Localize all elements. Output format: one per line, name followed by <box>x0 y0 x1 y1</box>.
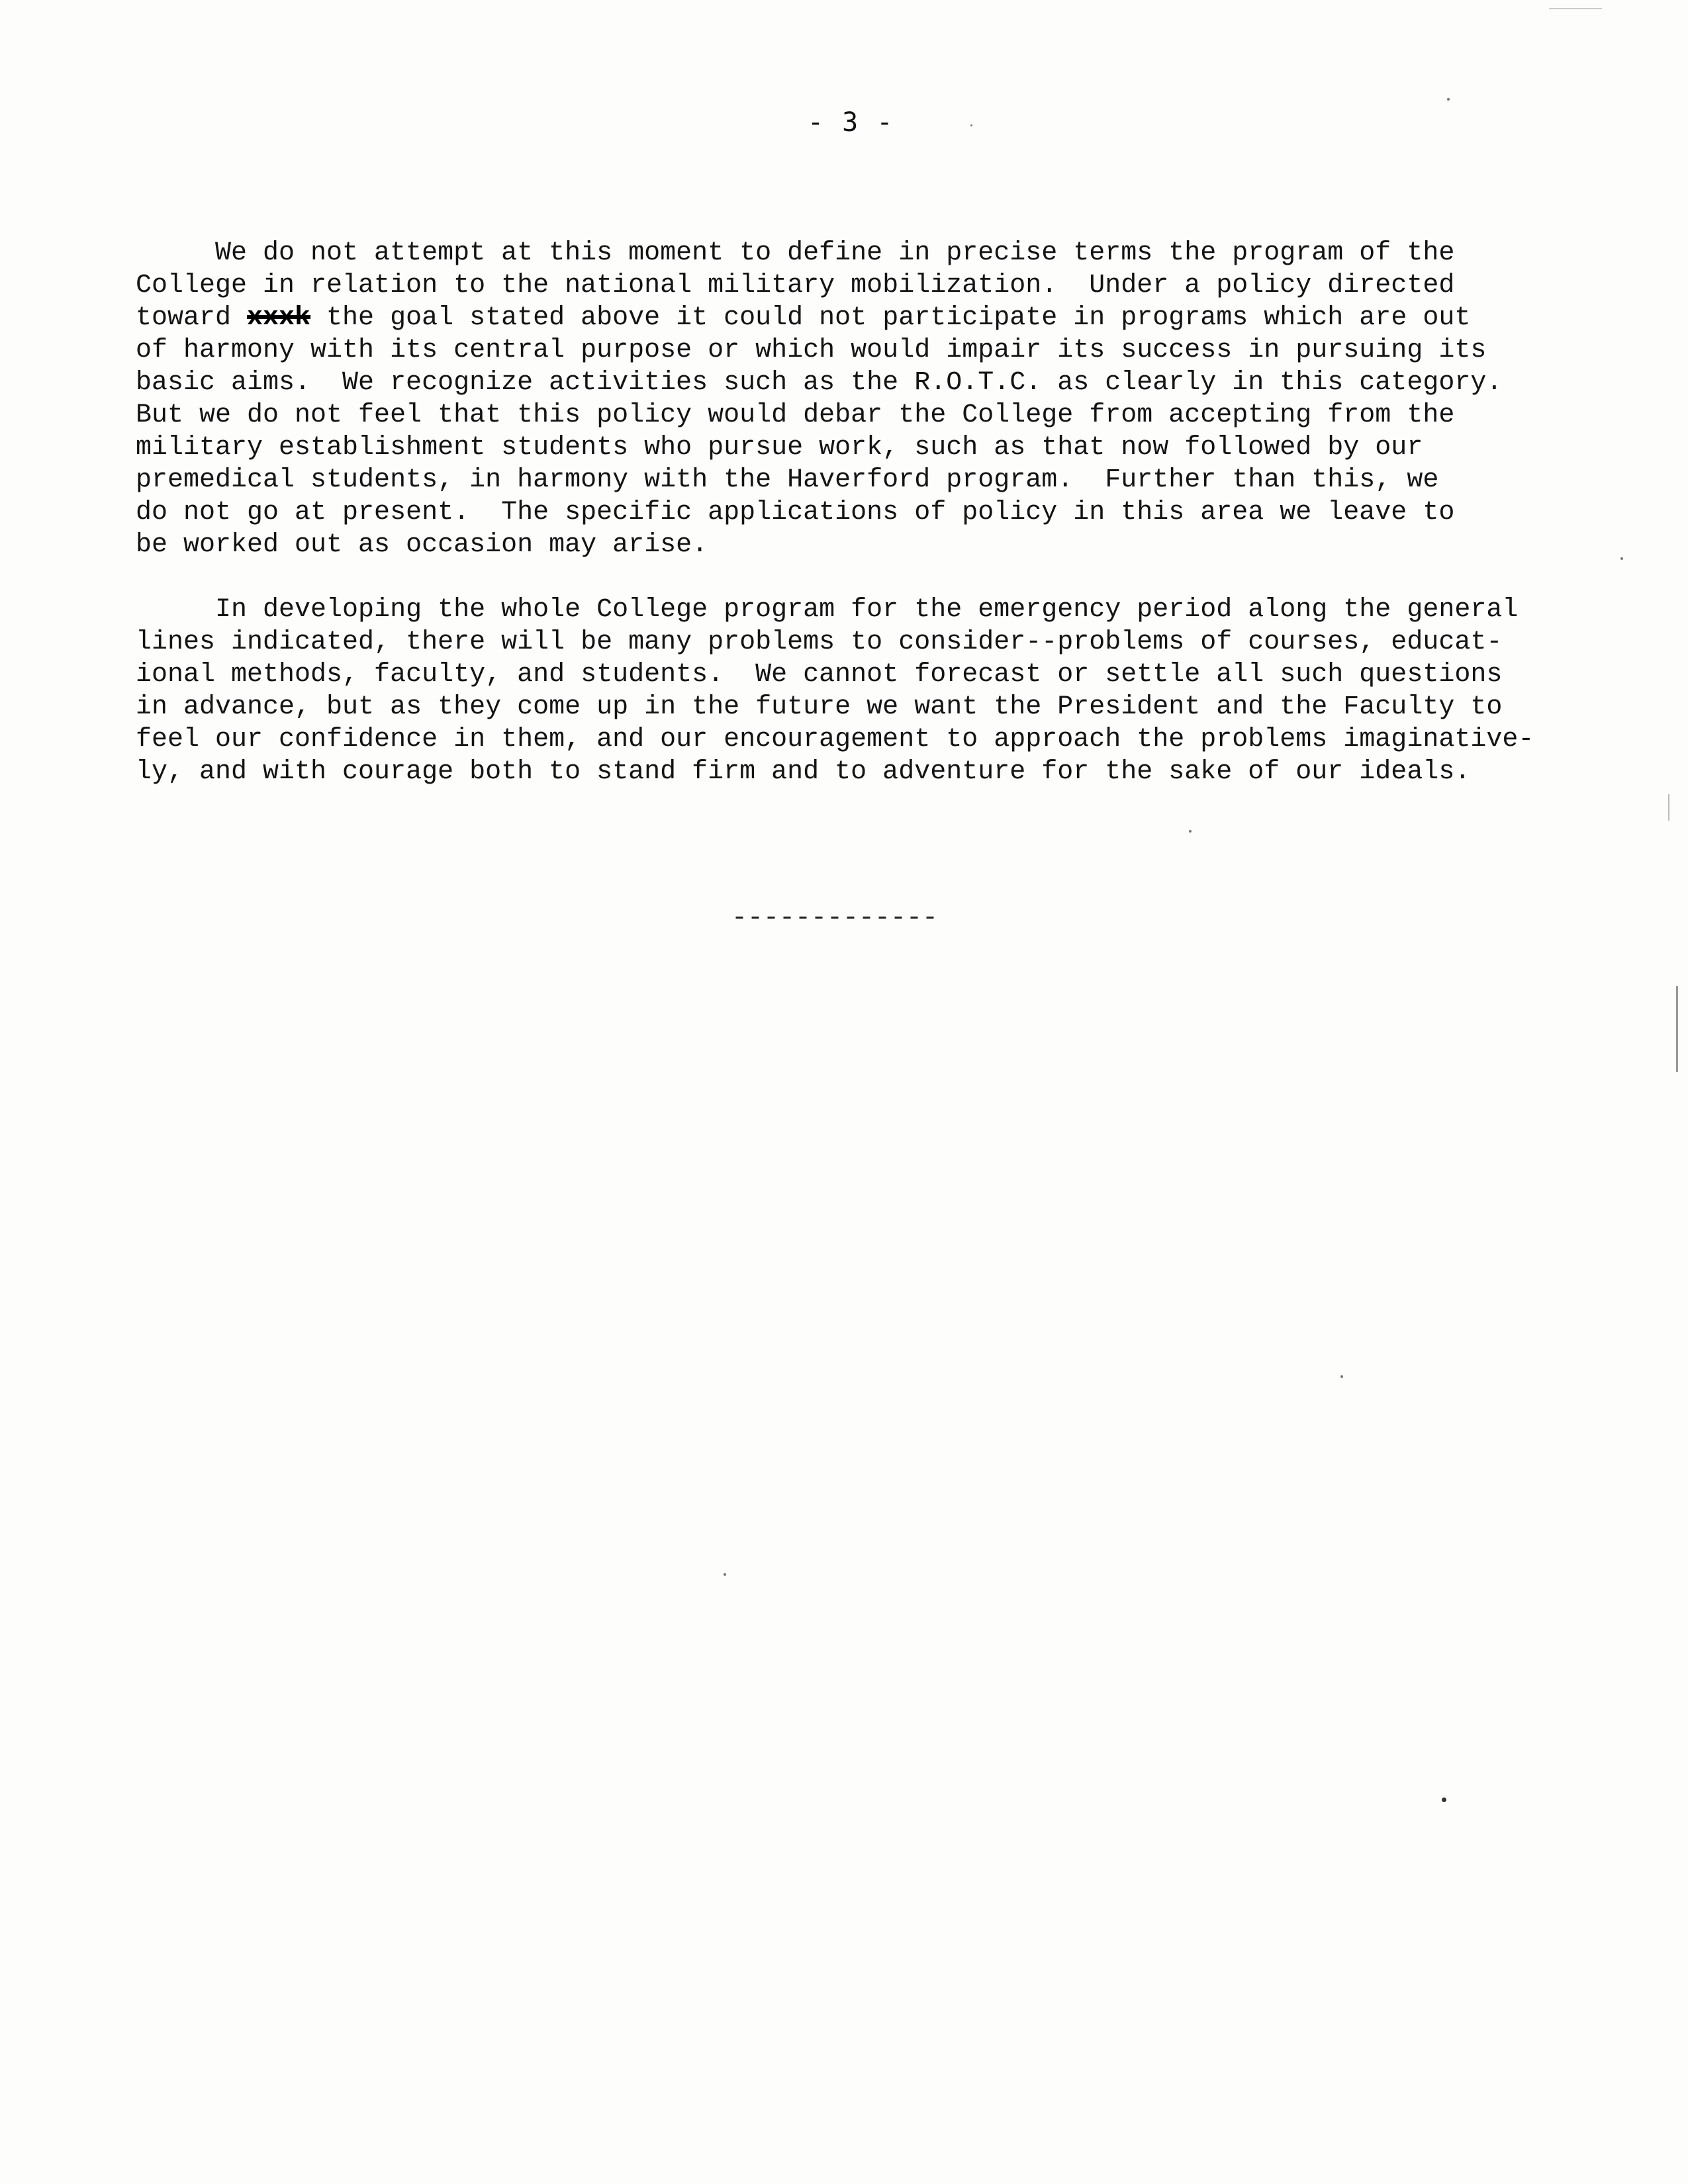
scan-speck <box>1340 1375 1343 1378</box>
scan-edge-mark <box>1549 8 1602 9</box>
body-text <box>136 237 1534 821</box>
text-line <box>136 302 1534 334</box>
paragraph-1 <box>136 237 1534 561</box>
text-line: in advance, but as they come up in the future we want the President and the Faculty to <box>136 692 1503 722</box>
scan-speck <box>970 124 972 126</box>
text-line: ional methods, faculty, and students. We cannot forecast or settle all such questions <box>136 660 1503 690</box>
struck-out-word: xxxk <box>247 303 311 333</box>
scan-speck <box>724 1573 726 1576</box>
text-line: lines indicated, there will be many problems to consider--problems of courses, educat- <box>136 627 1503 657</box>
scan-speck <box>1447 98 1450 101</box>
text-segment: toward <box>136 303 248 333</box>
scan-speck <box>1442 1797 1446 1802</box>
scan-speck <box>1189 830 1192 833</box>
text-line: ly, and with courage both to stand firm and to adventure for the sake of our ideals. <box>136 757 1471 787</box>
text-line: feel our confidence in them, and our encouragement to approach the problems imaginative- <box>136 725 1534 754</box>
text-line: be worked out as occasion may arise. <box>136 530 708 560</box>
scan-edge-mark <box>1668 794 1669 821</box>
text-line: But we do not feel that this policy would debar the College from accepting from the <box>136 400 1455 430</box>
scan-edge-mark <box>1676 986 1678 1072</box>
text-segment: the goal stated above it could not participate in programs which are out <box>310 303 1471 333</box>
section-divider: ------------- <box>731 903 939 933</box>
text-line: basic aims. We recognize activities such as the R.O.T.C. as clearly in this category. <box>136 368 1503 398</box>
text-line: College in relation to the national military mobilization. Under a policy directed <box>136 271 1455 300</box>
text-line: do not go at present. The specific applications of policy in this area we leave to <box>136 498 1455 527</box>
page-number: - 3 - <box>808 107 894 138</box>
scan-speck <box>1620 557 1623 560</box>
text-line: premedical students, in harmony with the Haverford program. Further than this, we <box>136 465 1439 495</box>
text-line: In developing the whole College program for the emergency period along the general <box>136 595 1519 625</box>
paragraph-2 <box>136 594 1534 788</box>
text-line: military establishment students who pursue work, such as that now followed by our <box>136 433 1423 463</box>
text-line: We do not attempt at this moment to define in precise terms the program of the <box>136 238 1455 268</box>
text-line: of harmony with its central purpose or which would impair its success in pursuing its <box>136 336 1487 365</box>
